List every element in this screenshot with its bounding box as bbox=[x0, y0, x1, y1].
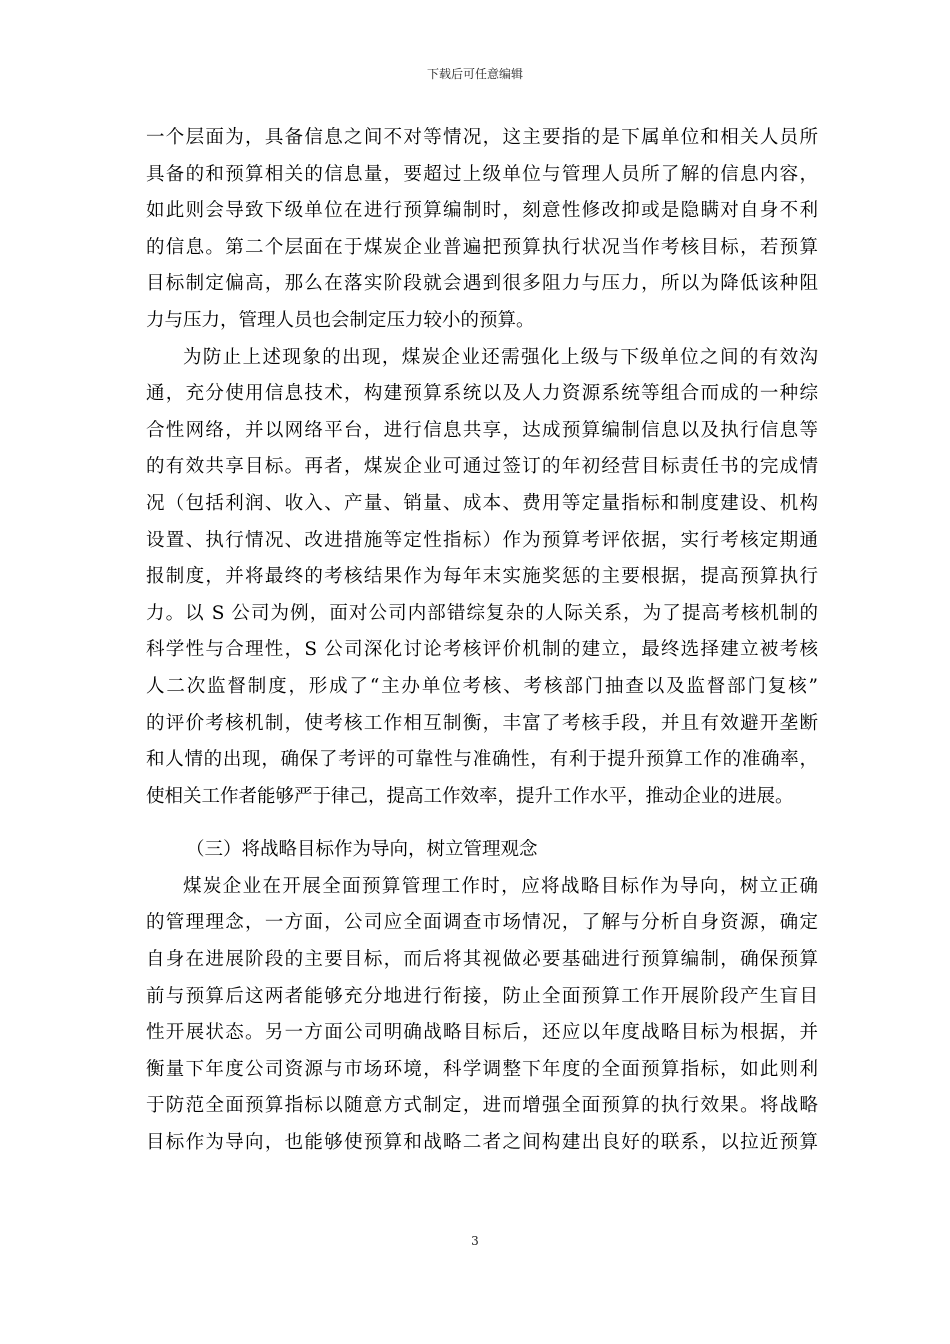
text-line: 于防范全面预算指标以随意方式制定，进而增强全面预算的执行效果。将战略 bbox=[146, 1095, 818, 1117]
text-line: 和人情的出现，确保了考评的可靠性与准确性，有利于提升预算工作的准确率， bbox=[146, 749, 818, 771]
text-line: 使相关工作者能够严于律己，提高工作效率，提升工作水平，推动企业的进展。 bbox=[146, 785, 794, 807]
text-line: 衡量下年度公司资源与市场环境，科学调整下年度的全面预算指标，如此则利 bbox=[146, 1058, 818, 1080]
text-line: 力。以 S 公司为例，面对公司内部错综复杂的人际关系，为了提高考核机制的 bbox=[146, 602, 818, 624]
text-line: 的管理理念，一方面，公司应全面调查市场情况，了解与分析自身资源，确定 bbox=[146, 912, 818, 934]
paragraph-spacer bbox=[146, 815, 818, 832]
text-line: 报制度，并将最终的考核结果作为每年末实施奖惩的主要根据，提高预算执行 bbox=[146, 566, 818, 588]
text-line: 如此则会导致下级单位在进行预算编制时，刻意性修改抑或是隐瞒对自身不利 bbox=[146, 200, 818, 222]
text-line: 目标制定偏高，那么在落实阶段就会遇到很多阻力与压力，所以为降低该种阻 bbox=[146, 273, 818, 295]
text-line: 性开展状态。另一方面公司明确战略目标后，还应以年度战略目标为根据，并 bbox=[146, 1022, 818, 1044]
text-line: 的有效共享目标。再者，煤炭企业可通过签订的年初经营目标责任书的完成情 bbox=[146, 456, 818, 478]
text-line: 自身在进展阶段的主要目标，而后将其视做必要基础进行预算编制，确保预算 bbox=[146, 949, 818, 971]
text-line: 的评价考核机制，使考核工作相互制衡，丰富了考核手段，并且有效避开垄断 bbox=[146, 712, 818, 734]
text-line: 一个层面为，具备信息之间不对等情况，这主要指的是下属单位和相关人员所 bbox=[146, 127, 818, 148]
text-line: 目标作为导向，也能够使预算和战略二者之间构建出良好的联系，以拉近预算 bbox=[146, 1132, 818, 1154]
page-header: 下载后可任意编辑 bbox=[426, 67, 523, 81]
section-heading-text: （三）将战略目标作为导向，树立管理观念 bbox=[186, 839, 538, 861]
text-line: 为防止上述现象的出现，煤炭企业还需强化上级与下级单位之间的有效沟 bbox=[183, 346, 818, 368]
text-line: 科学性与合理性，S 公司深化讨论考核评价机制的建立，最终选择建立被考核 bbox=[146, 639, 818, 661]
paragraph-2 bbox=[146, 340, 818, 816]
paragraph-1 bbox=[146, 120, 818, 340]
text-line: 煤炭企业在开展全面预算管理工作时，应将战略目标作为导向，树立正确 bbox=[183, 875, 818, 897]
text-line: 设置、执行情况、改进措施等定性指标）作为预算考评依据，实行考核定期通 bbox=[146, 529, 818, 551]
page-number: 3 bbox=[471, 1234, 479, 1248]
text-line: 具备的和预算相关的信息量，要超过上级单位与管理人员所了解的信息内容， bbox=[146, 163, 818, 185]
paragraph-3 bbox=[146, 869, 818, 1162]
text-line: 通，充分使用信息技术，构建预算系统以及人力资源系统等组合而成的一种综 bbox=[146, 383, 818, 405]
text-line: 力与压力，管理人员也会制定压力较小的预算。 bbox=[146, 309, 535, 331]
document-body bbox=[146, 120, 818, 1162]
section-heading bbox=[146, 832, 818, 869]
text-line: 的信息。第二个层面在于煤炭企业普遍把预算执行状况当作考核目标，若预算 bbox=[146, 236, 818, 258]
text-line: 合性网络，并以网络平台，进行信息共享，达成预算编制信息以及执行信息等 bbox=[146, 419, 818, 441]
text-line: 人二次监督制度，形成了“主办单位考核、考核部门抽查以及监督部门复核” bbox=[146, 675, 818, 697]
text-line: 前与预算后这两者能够充分地进行衔接，防止全面预算工作开展阶段产生盲目 bbox=[146, 985, 818, 1007]
text-line: 况（包括利润、收入、产量、销量、成本、费用等定量指标和制度建设、机构 bbox=[146, 492, 818, 514]
